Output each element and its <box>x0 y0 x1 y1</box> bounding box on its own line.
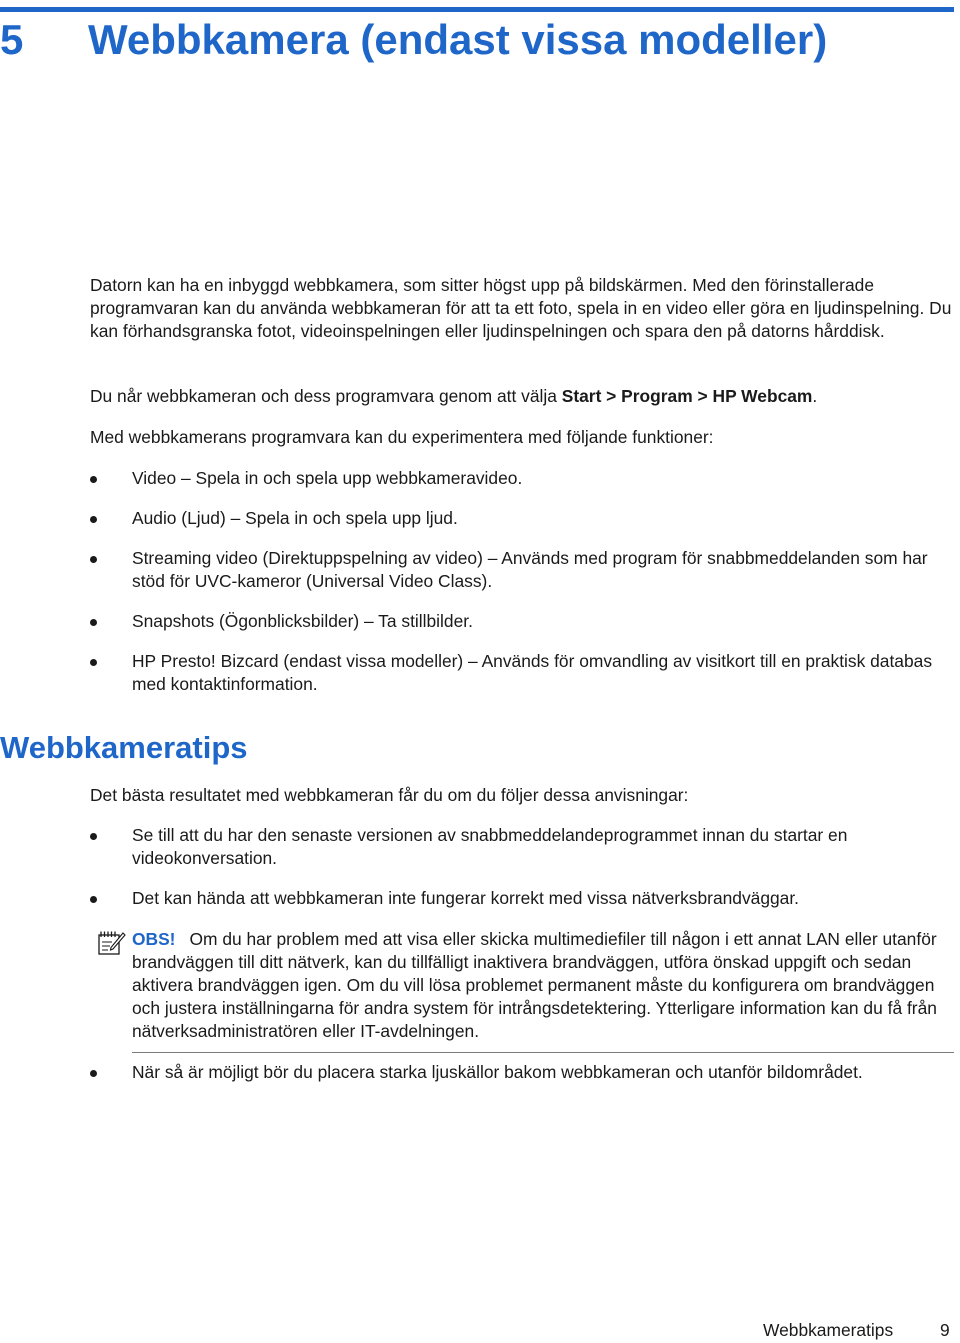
note-divider <box>132 1052 954 1053</box>
tip-item-software: Se till att du har den senaste versionen av snabbmeddelandeprogrammet innan du startar en videokonversation. <box>0 824 954 870</box>
features-list <box>0 467 954 696</box>
note-label: OBS! <box>132 929 176 949</box>
access-paragraph <box>90 385 958 408</box>
footer-page-number: 9 <box>940 1320 950 1340</box>
footer-section-name: Webbkameratips <box>763 1320 894 1340</box>
chapter-title: Webbkamera (endast vissa modeller) <box>88 16 828 63</box>
note-content <box>132 928 954 1043</box>
tips-intro: Det bästa resultatet med webbkameran får du om du följer dessa anvisningar: <box>90 785 689 805</box>
access-menu-path: Start > Program > HP Webcam <box>561 386 813 406</box>
chapter-top-rule <box>0 7 954 12</box>
feature-item-bizcard: HP Presto! Bizcard (endast vissa modeller) – Används för omvandling av visitkort till en praktisk databas med kontaktinformation. <box>0 650 954 696</box>
tips-list <box>0 824 954 910</box>
chapter-heading <box>0 14 827 66</box>
tip-item-lighting: När så är möjligt bör du placera starka ljuskällor bakom webbkameran och utanför bildområdet. <box>0 1061 954 1084</box>
feature-item-video: Video – Spela in och spela upp webbkameravideo. <box>0 467 954 490</box>
chapter-number: 5 <box>0 16 24 63</box>
intro-paragraph: Datorn kan ha en inbyggd webbkamera, som sitter högst upp på bildskärmen. Med den förinstallerade programvaran kan du använda webbkameran för att ta ett foto, spela in en video eller göra en ljudinspelning. Du kan förhandsgranska fotot, videoinspelningen eller ljudinspelningen och spara den på datorns hårddisk. <box>90 275 952 341</box>
tip-item-firewall: Det kan hända att webbkameran inte fungerar korrekt med vissa nätverksbrandväggar. <box>0 887 954 910</box>
note-box <box>90 928 954 1053</box>
access-prefix: Du når webbkameran och dess programvara genom att välja <box>90 386 562 406</box>
feature-item-audio: Audio (Ljud) – Spela in och spela upp ljud. <box>0 507 954 530</box>
note-pad-icon <box>98 930 126 956</box>
section-heading: Webbkameratips <box>0 730 248 765</box>
tips-list-continued <box>0 1061 954 1084</box>
access-suffix: . <box>812 386 818 406</box>
features-intro: Med webbkamerans programvara kan du experimentera med följande funktioner: <box>90 427 714 447</box>
note-text: Om du har problem med att visa eller skicka multimediefiler till någon i ett annat LAN eller utanför brandväggen till ditt nätverk, kan du tillfälligt inaktivera brandväggen, utföra önskad uppgift och sedan aktivera brandväggen igen. Om du vill lösa problemet permanent måste du konfigurera om brandväggen och justera inställningarna för andra system för intrångsdetektering. Ytterligare information kan du få från nätverksadministratören eller IT-avdelningen. <box>132 929 937 1041</box>
feature-item-snapshots: Snapshots (Ögonblicksbilder) – Ta stillbilder. <box>0 610 954 633</box>
feature-item-streaming: Streaming video (Direktuppspelning av video) – Används med program för snabbmeddelanden som har stöd för UVC-kameror (Universal Video Class). <box>0 547 954 593</box>
